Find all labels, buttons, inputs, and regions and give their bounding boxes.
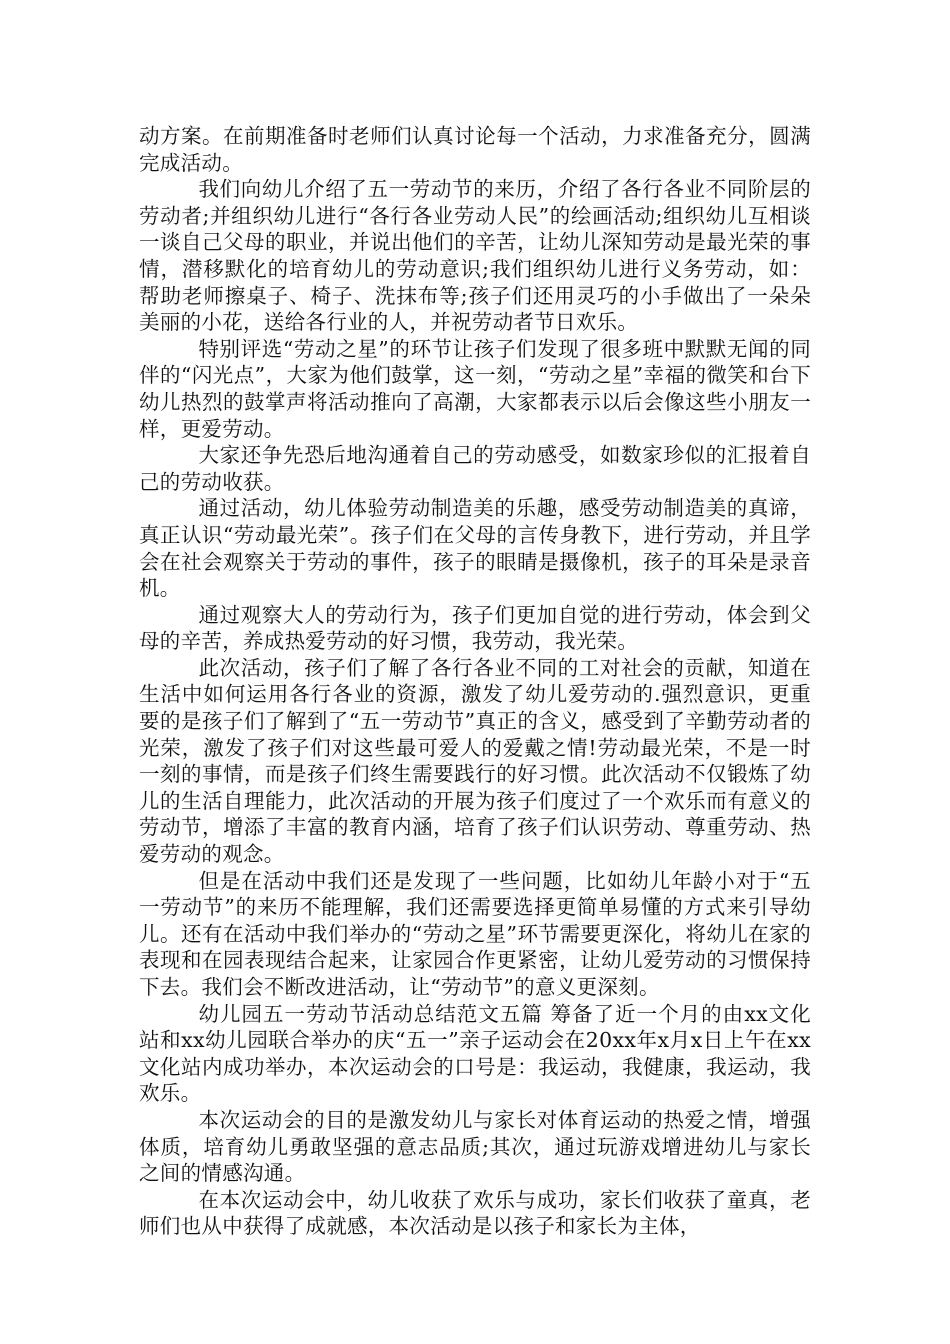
paragraph-activity-experience: 通过活动，幼儿体验劳动制造美的乐趣，感受劳动制造美的真谛，真正认识“劳动最光荣”。孩子们在父母的言传身教下，进行劳动，并且学会在社会观察关于劳动的事件，孩子的眼睛是摄像机，孩子的耳朵是录音机。 bbox=[139, 496, 811, 601]
paragraph-labor-star-selection: 特别评选“劳动之星”的环节让孩子们发现了很多班中默默无闻的同伴的“闪光点”，大家为他们鼓掌，这一刻，“劳动之星”幸福的微笑和台下幼儿热烈的鼓掌声将活动推向了高潮，大家都表示以后会像这些小朋友一样，更爱劳动。 bbox=[139, 336, 811, 441]
paragraph-activity-outcomes: 此次活动，孩子们了解了各行各业不同的工对社会的贡献，知道在生活中如何运用各行各业的资源，激发了幼儿爱劳动的.强烈意识，更重要的是孩子们了解到了“五一劳动节”真正的含义，感受到了辛勤劳动者的光荣，激发了孩子们对这些最可爱人的爱戴之情!劳动最光荣，不是一时一刻的事情，而是孩子们终生需要践行的好习惯。此次活动不仅锻炼了幼儿的生活自理能力，此次活动的开展为孩子们度过了一个欢乐而有意义的劳动节，增添了丰富的教育内涵，培育了孩子们认识劳动、尊重劳动、热爱劳动的观念。 bbox=[139, 655, 811, 867]
paragraph-sports-meet-summary: 幼儿园五一劳动节活动总结范文五篇 筹备了近一个月的由xx文化站和xx幼儿园联合举办的庆“五一”亲子运动会在20xx年x月x日上午在xx文化站内成功举办，本次运动会的口号是：我运动，我健康，我运动，我欢乐。 bbox=[139, 1001, 811, 1106]
document-body bbox=[139, 123, 811, 1240]
paragraph-sports-meet-gains: 在本次运动会中，幼儿收获了欢乐与成功，家长们收获了童真，老师们也从中获得了成就感，本次活动是以孩子和家长为主体， bbox=[139, 1187, 811, 1239]
paragraph-problems-found: 但是在活动中我们还是发现了一些问题，比如幼儿年龄小对于“五一劳动节”的来历不能理解，我们还需要选择更简单易懂的方式来引导幼儿。还有在活动中我们举办的“劳动之星”环节需要更深化，将幼儿在家的表现和在园表现结合起来，让家园合作更紧密，让幼儿爱劳动的习惯保持下去。我们会不断改进活动，让“劳动节”的意义更深刻。 bbox=[139, 868, 811, 999]
paragraph-continuation: 动方案。在前期准备时老师们认真讨论每一个活动，力求准备充分，圆满完成活动。 bbox=[139, 124, 811, 175]
paragraph-labor-day-introduction: 我们向幼儿介绍了五一劳动节的来历，介绍了各行各业不同阶层的劳动者;并组织幼儿进行“各行各业劳动人民”的绘画活动;组织幼儿互相谈一谈自己父母的职业，并说出他们的辛苦，让幼儿深知劳动是最光荣的事情，潜移默化的培育幼儿的劳动意识;我们组织幼儿进行义务劳动，如：帮助老师擦桌子、椅子、洗抹布等;孩子们还用灵巧的小手做出了一朵朵美丽的小花，送给各行业的人，并祝劳动者节日欢乐。 bbox=[139, 177, 811, 335]
paragraph-sharing-feelings: 大家还争先恐后地沟通着自己的劳动感受，如数家珍似的汇报着自己的劳动收获。 bbox=[139, 443, 811, 494]
paragraph-sports-meet-purpose: 本次运动会的目的是激发幼儿与家长对体育运动的热爱之情，增强体质，培育幼儿勇敢坚强的意志品质;其次，通过玩游戏增进幼儿与家长之间的情感沟通。 bbox=[139, 1107, 811, 1186]
paragraph-observing-adults: 通过观察大人的劳动行为，孩子们更加自觉的进行劳动，体会到父母的辛苦，养成热爱劳动的好习惯，我劳动，我光荣。 bbox=[139, 602, 811, 654]
